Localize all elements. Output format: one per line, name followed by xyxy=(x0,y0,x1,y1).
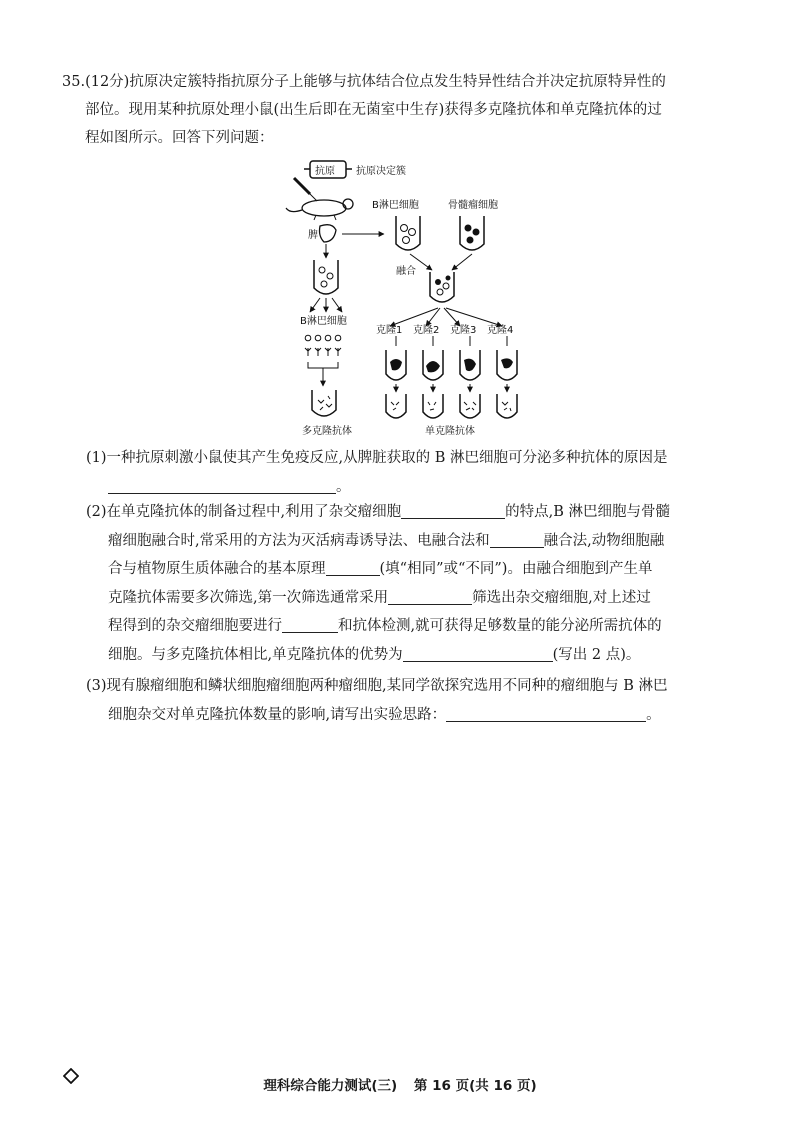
answer-blank-6[interactable] xyxy=(282,616,338,633)
intro-line-3: 程如图所示。回答下列问题： xyxy=(85,130,274,146)
clone-4-label: 克隆4 xyxy=(487,325,514,336)
part-2 xyxy=(86,498,732,669)
answer-blank-7[interactable] xyxy=(403,645,553,662)
part-3-line-2b: 。 xyxy=(646,706,661,723)
question-number: 35. xyxy=(62,74,86,90)
part-2-line-5b: 和抗体检测,就可获得足够数量的能分泌所需抗体的 xyxy=(338,618,662,634)
footer-exam-title: 理科综合能力测试(三) xyxy=(263,1078,398,1094)
syringe-icon xyxy=(294,178,317,201)
answer-blank-8[interactable] xyxy=(446,705,646,722)
antibody-row xyxy=(305,348,341,356)
footer-page-number: 第 16 页(共 16 页) xyxy=(413,1078,537,1094)
clone-1-label: 克隆1 xyxy=(376,325,403,336)
part-2-line-1b: 的特点,B 淋巴细胞与骨髓 xyxy=(505,504,671,520)
b-cell-tube xyxy=(396,216,420,250)
clone-2-label: 克隆2 xyxy=(413,325,440,336)
part-1-question: (1)一种抗原刺激小鼠使其产生免疫反应,从脾脏获取的 B 淋巴细胞可分泌多种抗体的原因是 xyxy=(86,450,668,466)
spleen-cell-tube xyxy=(314,260,338,294)
b-cell-top-label: B淋巴细胞 xyxy=(372,200,419,211)
antibody-production-diagram xyxy=(280,158,540,440)
myeloma-label: 骨髓瘤细胞 xyxy=(448,200,498,211)
part-2-line-6a: 细胞。与多克隆抗体相比,单克隆抗体的优势为 xyxy=(108,646,403,663)
part-2-line-2a: 瘤细胞融合时,常采用的方法为灭活病毒诱导法、电融合法和 xyxy=(108,532,490,549)
antigen-label: 抗原 xyxy=(315,166,335,177)
spleen-icon xyxy=(320,225,337,242)
monoclonal-label: 单克隆抗体 xyxy=(425,426,475,437)
part-3-line-1: (3)现有腺瘤细胞和鳞状细胞瘤细胞两种瘤细胞,某同学欲探究选用不同种的瘤细胞与 B 淋巴 xyxy=(86,678,668,694)
part-1-end: 。 xyxy=(336,478,351,495)
part-2-line-5a: 程得到的杂交瘤细胞要进行 xyxy=(108,618,282,634)
question-intro xyxy=(62,68,732,152)
question-points: (12分) xyxy=(85,74,130,90)
b-cell-row xyxy=(305,335,341,341)
intro-line-1: 抗原决定簇特指抗原分子上能够与抗体结合位点发生特异性结合并决定抗原特异性的 xyxy=(129,74,666,90)
fusion-label: 融合 xyxy=(396,266,416,277)
part-2-line-4b: 筛选出杂交瘤细胞,对上述过 xyxy=(472,589,651,606)
part-1 xyxy=(86,444,732,501)
polyclonal-tube xyxy=(312,390,336,416)
clone-3-label: 克隆3 xyxy=(450,325,477,336)
answer-blank-1[interactable] xyxy=(108,477,336,494)
part-2-line-3b: (填“相同”或“不同”)。由融合细胞到产生单 xyxy=(379,561,653,577)
page-footer xyxy=(0,1074,800,1094)
part-2-line-1a: (2)在单克隆抗体的制备过程中,利用了杂交瘤细胞 xyxy=(86,504,402,520)
part-2-line-6b: (写出 2 点)。 xyxy=(552,646,641,663)
clone-culture-tubes xyxy=(386,336,517,418)
answer-blank-3[interactable] xyxy=(490,531,544,548)
part-2-line-3a: 合与植物原生质体融合的基本原理 xyxy=(108,561,326,577)
b-cell-left-label: B淋巴细胞 xyxy=(300,316,347,327)
part-3 xyxy=(86,672,732,729)
polyclonal-label: 多克隆抗体 xyxy=(302,426,352,437)
mouse-icon xyxy=(286,199,353,220)
answer-blank-2[interactable] xyxy=(401,502,505,519)
part-3-line-2a: 细胞杂交对单克隆抗体数量的影响,请写出实验思路： xyxy=(108,706,447,723)
antigen-box xyxy=(304,161,352,178)
intro-line-2: 部位。现用某种抗原处理小鼠(出生后即在无菌室中生存)获得多克隆抗体和单克隆抗体的过 xyxy=(85,102,662,118)
spleen-label: 脾 xyxy=(308,230,318,241)
answer-blank-5[interactable] xyxy=(388,588,472,605)
fusion-tube xyxy=(430,272,454,302)
part-2-line-4a: 克隆抗体需要多次筛选,第一次筛选通常采用 xyxy=(108,589,389,606)
myeloma-tube xyxy=(460,216,484,250)
epitope-label: 抗原决定簇 xyxy=(356,166,406,177)
answer-blank-4[interactable] xyxy=(326,559,380,576)
part-2-line-2b: 融合法,动物细胞融 xyxy=(543,532,665,549)
